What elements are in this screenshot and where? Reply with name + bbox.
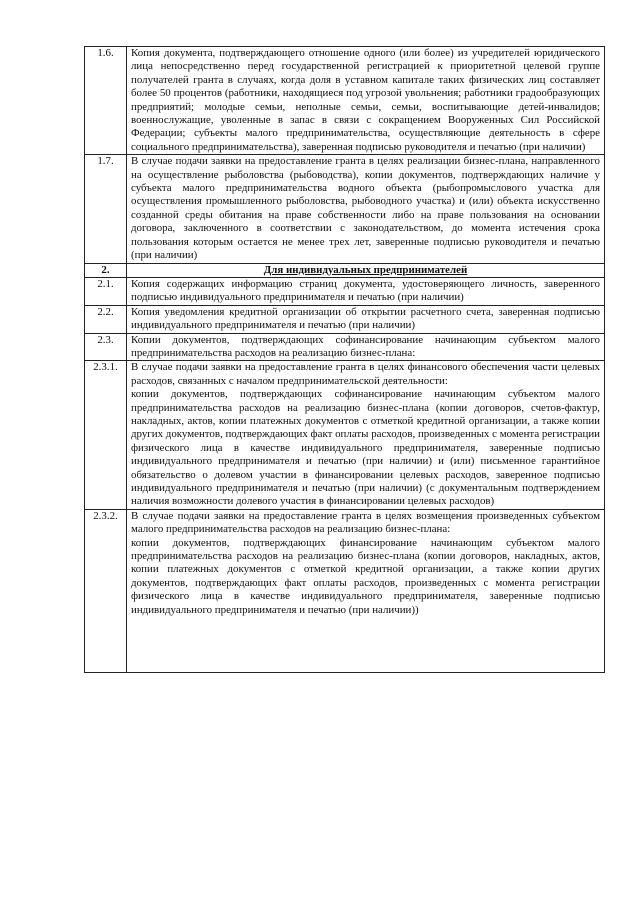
row-paragraph: Копия уведомления кредитной организации об открытии расчетного счета, заверенная подписью индивидуального предпринимателя и печатью (при наличии) (131, 305, 600, 332)
row-paragraph: В случае подачи заявки на предоставление гранта в целях реализации бизнес-плана, направленного на осуществление рыболовства (рыбоводства), копии документов, подтверждающих наличие у субъекта малого предпринимательства водного объекта (рыбопромыслового участка для осуществления промышленного рыболовства, рыбоводного участка) и (или) объекта искусственно созданной среды обитания на праве собственности либо на праве пользования на основании договора, заключенного в соответствии с законодательством, до момента истечения срока пользования которым остается не менее трех лет, заверенные подписью руководителя и печатью (при наличии) (131, 155, 600, 262)
table-row (85, 361, 605, 509)
row-paragraph: В случае подачи заявки на предоставление гранта в целях финансового обеспечения части целевых расходов, связанных с началом предпринимательской деятельности: (131, 361, 600, 387)
row-number: 2.3.1. (85, 361, 127, 509)
row-paragraph: Копия содержащих информацию страниц документа, удостоверяющего личность, заверенного подписью индивидуального предпринимателя и печатью (при наличии) (131, 277, 600, 304)
row-number: 1.7. (85, 155, 127, 263)
row-text (127, 155, 605, 263)
row-number: 2.3. (85, 333, 127, 361)
table-row (85, 509, 605, 672)
table-row (85, 155, 605, 263)
row-paragraph: копии документов, подтверждающих финансирование начинающим субъектом малого предпринимательства расходов на реализацию бизнес-плана (копии договоров, накладных, актов, копии платежных документов с отметкой кредитной организации, а также копии других документов, подтверждающих факт оплаты расходов, произведенных с момента регистрации физического лица в качестве индивидуального предпринимателя, заверенные подписью индивидуального предпринимателя и печатью (при наличии)) (131, 536, 600, 616)
row-paragraph: Копия документа, подтверждающего отношение одного (или более) из учредителей юридического лица непосредственно перед государственной регистрацией к приоритетной целевой группе получателей гранта в случаях, когда доля в уставном капитале таких физических лиц составляет более 50 процентов (работники, находящиеся под угрозой увольнения; работники градообразующих предприятий; молодые семьи, неполные семьи, семьи, воспитывающие детей-инвалидов; военнослужащие, уволенные в запас в связи с сокращением Вооруженных Сил Российской Федерации; субъекты малого предпринимательства, осуществляющие деятельность в сфере социального предпринимательства), заверенная подписью руководителя и печатью (при наличии) (131, 47, 600, 153)
row-number: 2.2. (85, 305, 127, 333)
table-row (85, 333, 605, 361)
table-row (85, 277, 605, 305)
row-number: 2.1. (85, 277, 127, 305)
requirements-table (84, 46, 605, 673)
row-text (127, 47, 605, 155)
table-row (85, 305, 605, 333)
section-header-row (85, 263, 605, 277)
row-text (127, 277, 605, 305)
row-paragraph: В случае подачи заявки на предоставление гранта в целях возмещения произведенных субъектом малого предпринимательства расходов на реализацию бизнес-плана: (131, 509, 600, 536)
row-number: 1.6. (85, 47, 127, 155)
section-number: 2. (85, 263, 127, 277)
row-text (127, 305, 605, 333)
row-paragraph: Копии документов, подтверждающих софинансирование начинающим субъектом малого предпринимательства расходов на реализацию бизнес-плана: (131, 333, 600, 359)
table-row (85, 47, 605, 155)
row-number: 2.3.2. (85, 509, 127, 672)
row-text (127, 361, 605, 509)
row-paragraph: копии документов, подтверждающих софинансирование начинающим субъектом малого предпринимательства расходов на реализацию бизнес-плана (копии договоров, счетов-фактур, накладных, актов, копии платежных документов с отметкой кредитной организации, а также копии других документов, подтверждающих факт оплаты расходов, произведенных с момента регистрации физического лица в качестве индивидуального предпринимателя, заверенные подписью индивидуального предпринимателя и печатью (при наличии) и (или) письменное гарантийное обязательство о долевом участии в финансировании целевых расходов, заверенное подписью индивидуального предпринимателя и печатью (при наличии) (с документальным подтверждением наличия возможности долевого участия в финансировании целевых расходов) (131, 388, 600, 508)
section-heading: Для индивидуальных предпринимателей (127, 263, 605, 277)
row-text (127, 509, 605, 672)
row-text (127, 333, 605, 361)
